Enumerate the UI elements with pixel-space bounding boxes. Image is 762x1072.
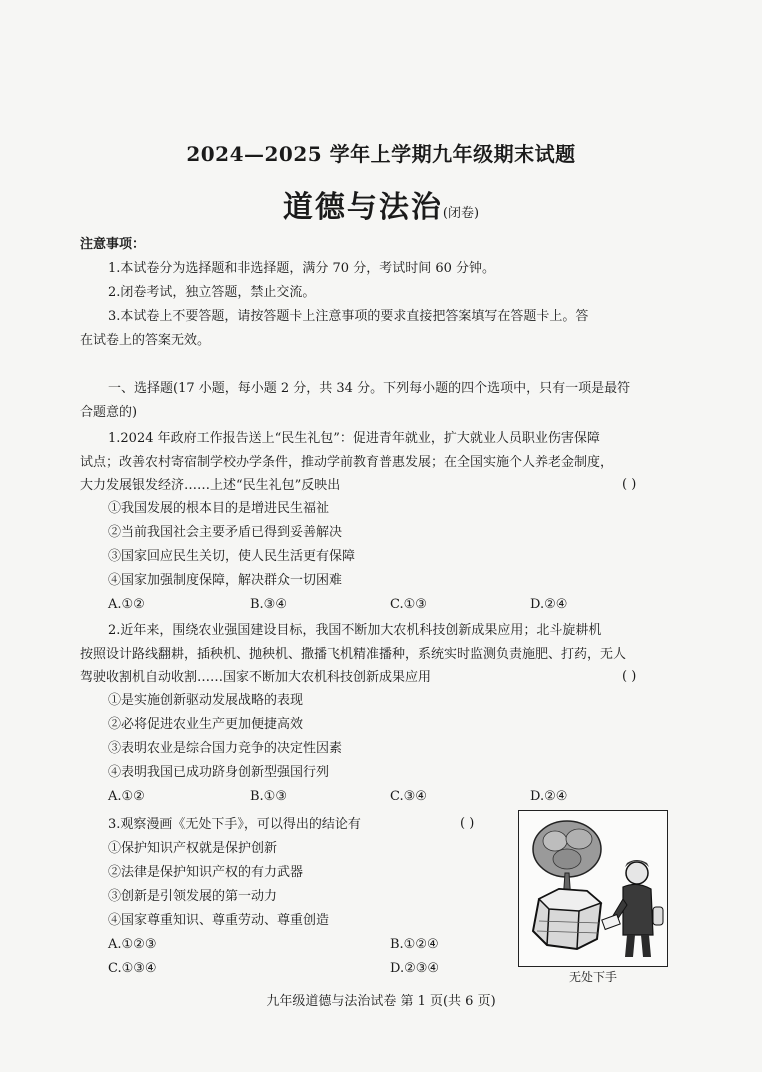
q2-stem: 按照设计路线翻耕，插秧机、抛秧机、撒播飞机精准播种，系统实时监测负责施肥、打药，无人 [80, 647, 627, 662]
q2-stem: 2.近年来，围绕农业强国建设目标，我国不断加大农机科技创新成果应用；北斗旋耕机 [108, 623, 602, 638]
q2-statement: ④表明我国已成功跻身创新型强国行列 [108, 765, 330, 780]
q2-statement: ③表明农业是综合国力竞争的决定性因素 [108, 741, 343, 756]
note-item: 3.本试卷上不要答题，请按答题卡上注意事项的要求直接把答案填写在答题卡上。答 [108, 309, 589, 324]
q2-option-a: A.①② [108, 789, 145, 804]
q3-statement: ②法律是保护知识产权的有力武器 [108, 865, 304, 880]
comic-illustration [518, 810, 668, 967]
q1-statement: ②当前我国社会主要矛盾已得到妥善解决 [108, 525, 343, 540]
q2-stem: 驾驶收割机自动收割……国家不断加大农机科技创新成果应用 [80, 670, 432, 685]
note-item: 在试卷上的答案无效。 [80, 333, 211, 348]
q3-option-d: D.②③④ [390, 961, 440, 976]
notes-heading: 注意事项： [80, 237, 146, 252]
q1-stem: 试点；改善农村寄宿制学校办学条件，推动学前教育普惠发展；在全国实施个人养老金制度， [80, 455, 614, 470]
cage-icon [533, 889, 601, 949]
q1-answer-bracket: ( ) [622, 477, 637, 492]
section-heading-cont: 合题意的) [80, 405, 138, 420]
q2-option-c: C.③④ [390, 789, 427, 804]
subject-title [0, 182, 762, 226]
q3-option-b: B.①②④ [390, 937, 439, 952]
q3-option-c: C.①③④ [108, 961, 157, 976]
q1-option-d: D.②④ [530, 597, 568, 612]
q1-option-b: B.③④ [250, 597, 287, 612]
q1-option-a: A.①② [108, 597, 145, 612]
q3-statement: ①保护知识产权就是保护创新 [108, 841, 278, 856]
q1-statement: ④国家加强制度保障，解决群众一切困难 [108, 573, 343, 588]
q2-statement: ①是实施创新驱动发展战略的表现 [108, 693, 304, 708]
q1-stem: 大力发展银发经济……上述“民生礼包”反映出 [80, 478, 341, 493]
comic-drawing [519, 811, 667, 966]
exam-title: 2024—2025 学年上学期九年级期末试题 [186, 142, 576, 166]
thief-figure-icon [602, 860, 663, 957]
q1-statement: ①我国发展的根本目的是增进民生福祉 [108, 501, 330, 516]
page-footer: 九年级道德与法治试卷 第 1 页(共 6 页) [266, 994, 496, 1009]
q3-statement: ④国家尊重知识、尊重劳动、尊重创造 [108, 913, 330, 928]
subject-note: (闭卷) [442, 206, 480, 221]
q2-option-d: D.②④ [530, 789, 568, 804]
q3-stem: 3.观察漫画《无处下手》，可以得出的结论有 [108, 817, 361, 832]
note-item: 2.闭卷考试，独立答题，禁止交流。 [108, 285, 316, 300]
subject-name: 道德与法治 [282, 190, 443, 225]
q3-answer-bracket: ( ) [460, 816, 475, 831]
q1-option-c: C.①③ [390, 597, 427, 612]
q2-statement: ②必将促进农业生产更加便捷高效 [108, 717, 304, 732]
comic-caption: 无处下手 [568, 970, 617, 984]
q1-statement: ③国家回应民生关切，使人民生活更有保障 [108, 549, 356, 564]
q1-stem: 1.2024 年政府工作报告送上“民生礼包”：促进青年就业，扩大就业人员职业伤害保障 [108, 431, 600, 446]
q3-statement: ③创新是引领发展的第一动力 [108, 889, 278, 904]
section-heading: 一、选择题(17 小题，每小题 2 分，共 34 分。下列每小题的四个选项中，只有一项是最符 [108, 381, 631, 396]
q3-option-a: A.①②③ [108, 937, 157, 952]
q2-answer-bracket: ( ) [622, 669, 637, 684]
q2-option-b: B.①③ [250, 789, 287, 804]
note-item: 1.本试卷分为选择题和非选择题，满分 70 分，考试时间 60 分钟。 [108, 261, 496, 276]
